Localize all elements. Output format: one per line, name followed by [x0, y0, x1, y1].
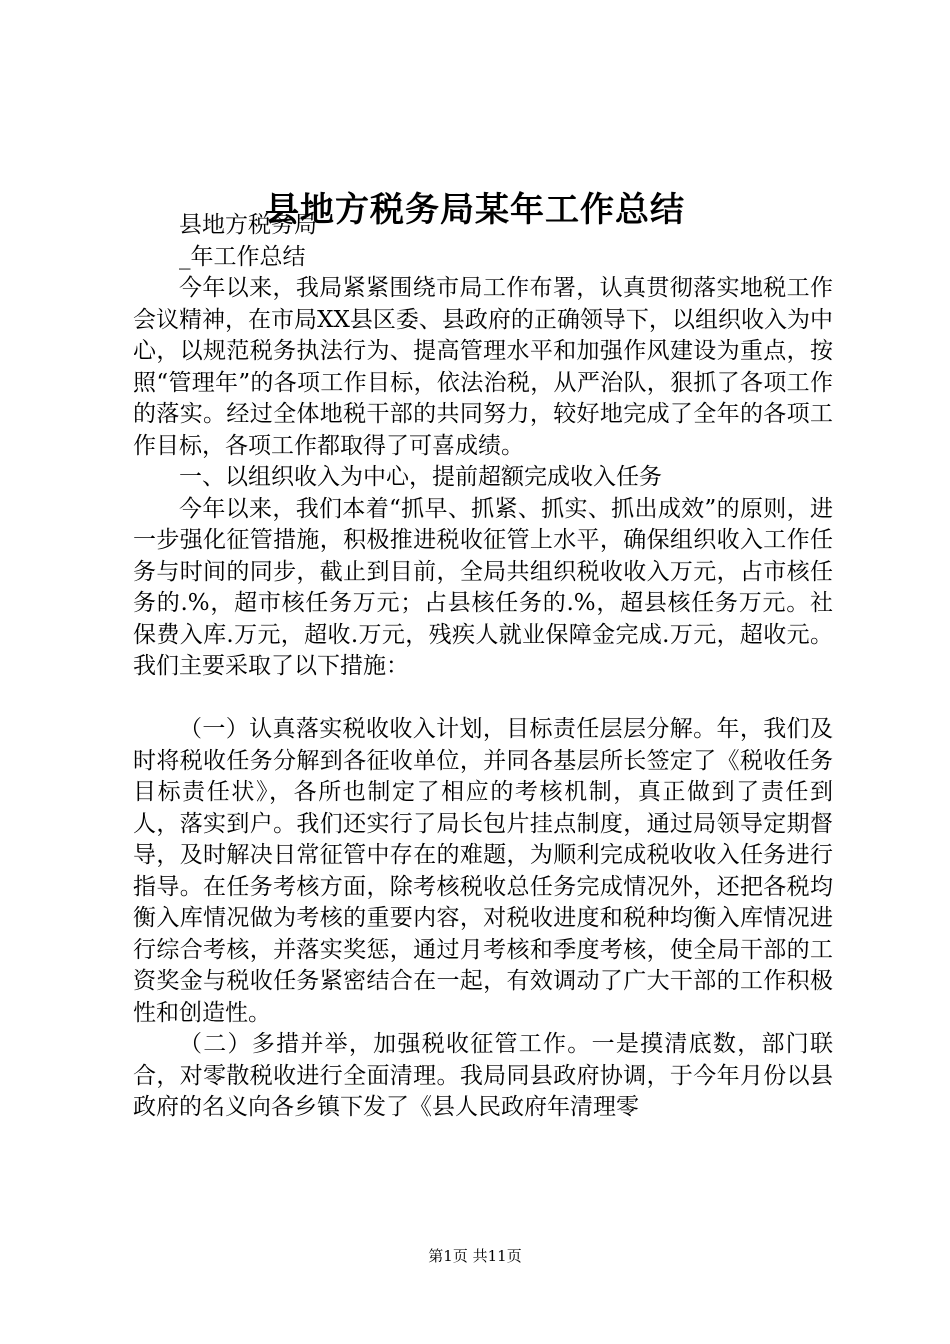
subtitle-line: _年工作总结 [179, 243, 306, 270]
section-1-paragraph: 今年以来，我们本着“抓早、抓紧、抓实、抓出成效”的原则，进一步强化征管措施，积极推进税收征管上水平，确保组织收入工作任务与时间的同步，截止到目前，全局共组织税收收入万元，占市核任务的.%，超市核任务万元；占县核任务的.%，超县核任务万元。社保费入库.万元，超收.万元，残疾人就业保障金完成.万元，超收元。我们主要采取了以下措施： [133, 495, 833, 679]
measure-1-paragraph: （一）认真落实税收收入计划，目标责任层层分解。年，我们及时将税收任务分解到各征收单位，并同各基层所长签定了《税收任务目标责任状》，各所也制定了相应的考核机制，真正做到了责任到人，落实到户。我们还实行了局长包片挂点制度，通过局领导定期督导，及时解决日常征管中存在的难题，为顺利完成税收收入任务进行指导。在任务考核方面，除考核税收总任务完成情况外，还把各税均衡入库情况做为考核的重要内容，对税收进度和税种均衡入库情况进行综合考核，并落实奖惩，通过月考核和季度考核，使全局干部的工资奖金与税收任务紧密结合在一起，有效调动了广大干部的工作积极性和创造性。 [133, 716, 833, 1026]
document-body [133, 210, 833, 1124]
intro-paragraph: 今年以来，我局紧紧围绕市局工作布署，认真贯彻落实地税工作会议精神，在市局XX县区委、县政府的正确领导下，以组织收入为中心，以规范税务执法行为、提高管理水平和加强作风建设为重点，按照“管理年”的各项工作目标，依法治税，从严治队，狠抓了各项工作的落实。经过全体地税干部的共同努力，较好地完成了全年的各项工作目标，各项工作都取得了可喜成绩。 [133, 275, 833, 459]
page-footer: 第1页 共11页 [428, 1247, 522, 1265]
document-title: 县地方税务局某年工作总结 [265, 190, 685, 230]
measure-2-paragraph: （二）多措并举，加强税收征管工作。一是摸清底数，部门联合，对零散税收进行全面清理。我局同县政府协调，于今年月份以县政府的名义向各乡镇下发了《县人民政府年清理零 [133, 1031, 833, 1120]
section-heading-1: 一、以组织收入为中心，提前超额完成收入任务 [179, 464, 662, 490]
org-name-line: 县地方税务局 [179, 212, 317, 238]
